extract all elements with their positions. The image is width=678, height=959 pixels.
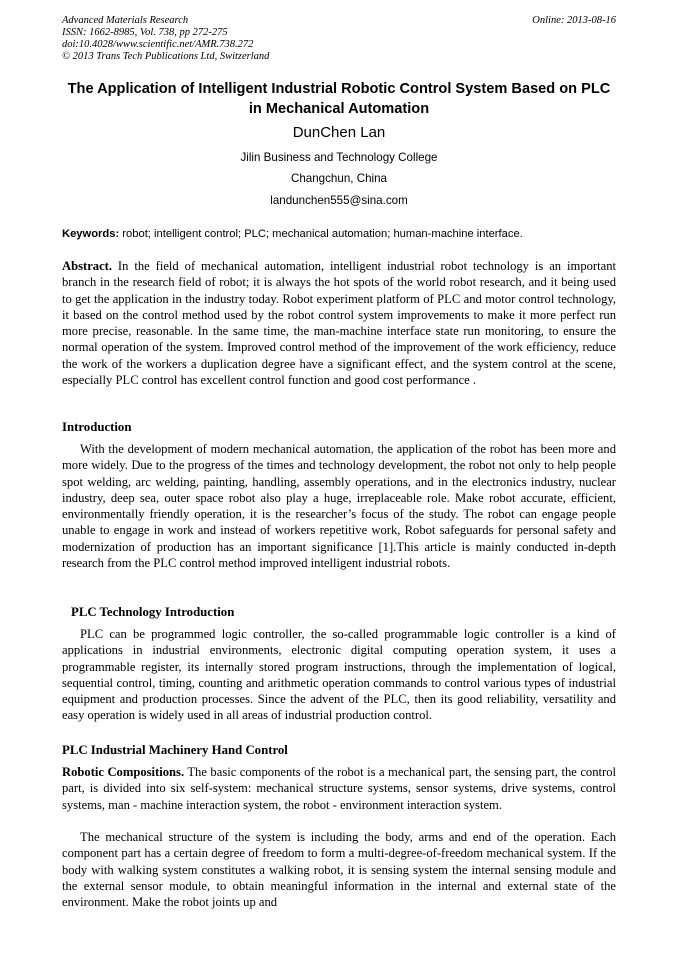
heading-plc-technology: PLC Technology Introduction bbox=[71, 605, 235, 619]
intro-text-a: With the development of modern mechanical automation bbox=[80, 442, 371, 456]
journal-name: Advanced Materials Research bbox=[62, 15, 189, 26]
author-name: DunChen Lan bbox=[292, 124, 386, 141]
online-date: Online: 2013-08-16 bbox=[532, 15, 616, 26]
abstract-text: In the field of mechanical automation, intelligent industrial robot technology is an important branch in the research field of robot; it is always the hot spots of the world robot research, and it being used to get the application in the industry today. Robot experiment platform of PLC and motor control technology, it based on the control method used by the robot control system improvements to make it more perfect run more precise, reasonable. In the same time, the man-machine interface state run monitoring, to ensure the normal operation of the system. Improved control method of the improvement of the work efficiency, reduce the work of the workers a duplication degree have a significant effect, and the system control at the scene, especially PLC control has excellent control function and good cost performance . bbox=[62, 259, 616, 388]
heading-introduction: Introduction bbox=[62, 420, 132, 434]
plc-paragraph: PLC can be programmed logic controller, the so-called programmable logic controller is a kind of applications in industrial environments, electronic digital computing operation system, it uses a programmable register, its internally stored program instructions, through the implementation of logical, sequential control, timing, counting and arithmetic operation commands to control various types of industrial equipment and production processes. Since the advent of the PLC, then its good reliability, versatility and easy operation is widely used in all areas of industrial production control. bbox=[62, 627, 616, 723]
introduction-paragraph bbox=[62, 441, 616, 571]
abstract bbox=[62, 258, 616, 388]
author-email: landunchen555@sina.com bbox=[270, 194, 408, 207]
author-institution: Jilin Business and Technology College bbox=[240, 151, 438, 164]
paper-title: The Application of Intelligent Industrial Robotic Control System Based on PLC in Mechanical Automation bbox=[67, 81, 611, 117]
robotic-text: The basic components of the robot is a mechanical part, the sensing part, the control part, is divided into six self-system: mechanical structure systems, sensor systems, drive systems, control systems, man - machine interaction system, the robot - environment interaction system. bbox=[62, 765, 616, 812]
robotic-label: Robotic Compositions. bbox=[62, 765, 185, 779]
mechanical-structure-paragraph: The mechanical structure of the system is including the body, arms and end of the operation. Each component part has a certain degree of freedom to form a multi-degree-of-freedom mechanical system. If the body with walking system constitutes a walking robot, it is sensing system the internal sensing module and the external sensor module, to obtain meaningful information in the internal and external state of the environment. Make the robot joints up and bbox=[62, 830, 616, 910]
keywords bbox=[62, 227, 616, 241]
abstract-label: Abstract. bbox=[62, 259, 113, 273]
author-location: Changchun, China bbox=[290, 172, 388, 185]
journal-header bbox=[62, 15, 616, 63]
journal-issn: ISSN: 1662-8985, Vol. 738, pp 272-275 bbox=[62, 27, 228, 38]
journal-doi: doi:10.4028/www.scientific.net/AMR.738.272 bbox=[62, 39, 254, 50]
robotic-compositions-paragraph bbox=[62, 764, 616, 813]
intro-red-comma: , bbox=[370, 442, 374, 456]
heading-hand-control: PLC Industrial Machinery Hand Control bbox=[62, 743, 288, 757]
journal-copyright: © 2013 Trans Tech Publications Ltd, Switzerland bbox=[62, 51, 270, 62]
keywords-label: Keywords: bbox=[62, 228, 120, 240]
intro-text-b: the application of the robot has been more and more widely. Due to the progress of the times and technology development, the robot not only to help people spot welding, arc welding, painting, handling, assembly operations, and in the electronics industry, nuclear industry, deep sea, outer space robot also play a huge, irreplaceable role. Make robot accurate, efficient, environmentally friendly operation, it is the researcher’s focus of the study. The robot can engage people unable to engage in work and instead of workers repetitive work, Robot safeguards for personal safety and modernization of production has an important significance [1].This article is mainly conducted in-depth research from the PLC control method improved intelligent industrial robots. bbox=[62, 442, 616, 571]
keywords-text: robot; intelligent control; PLC; mechanical automation; human-machine interface. bbox=[119, 228, 523, 240]
